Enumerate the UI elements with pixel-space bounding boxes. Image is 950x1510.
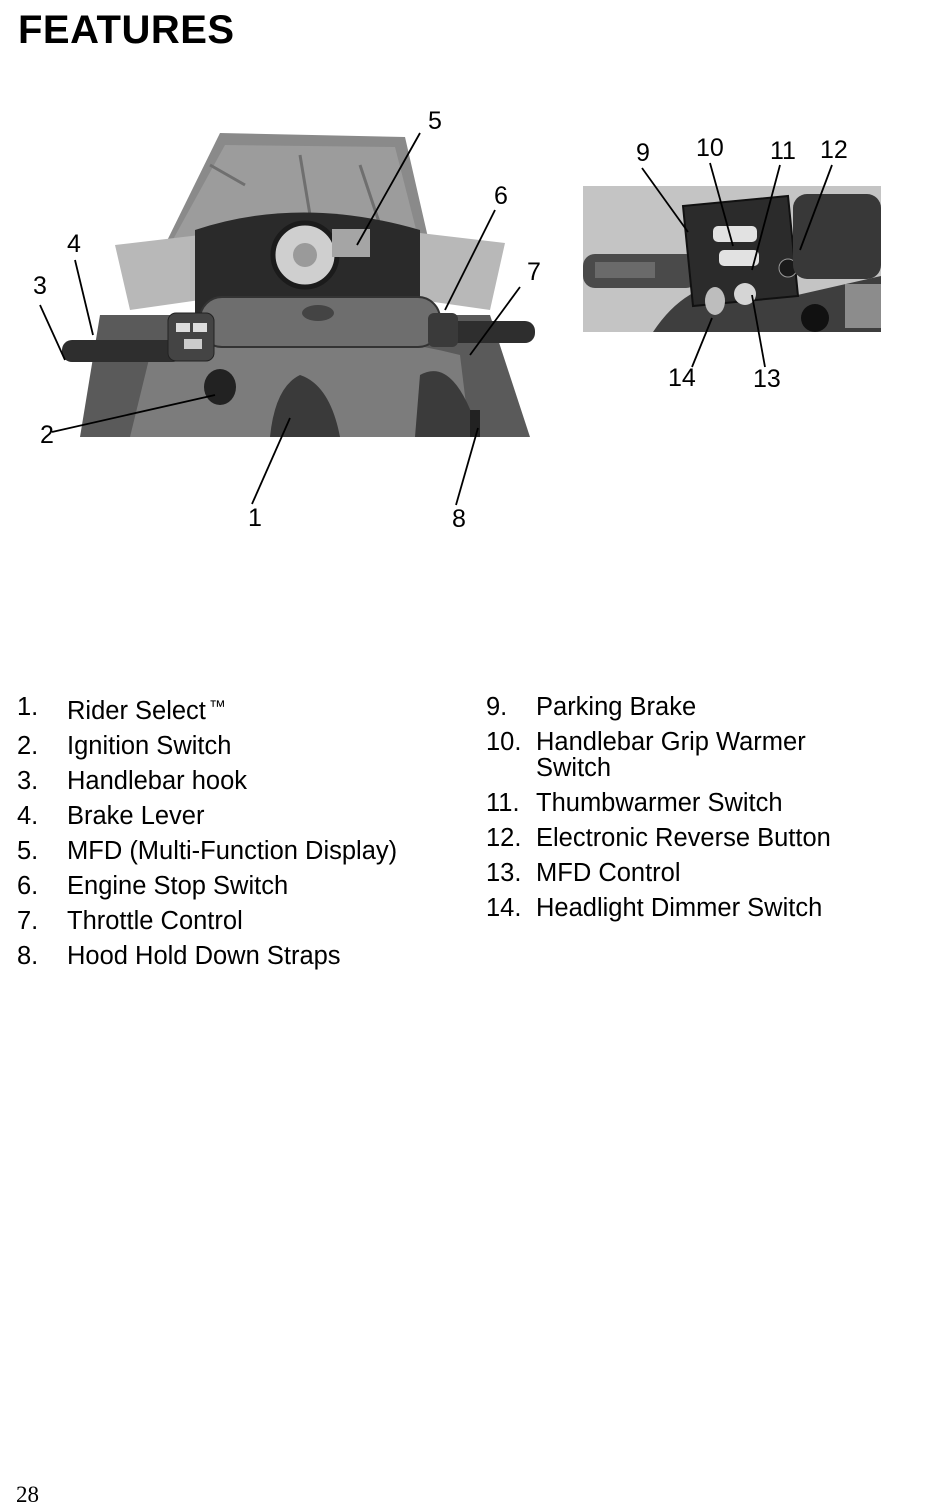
callout-10: 10 [696,134,724,162]
page-number: 28 [16,1482,39,1507]
callout-1: 1 [248,504,262,532]
item-label: Parking Brake [536,693,697,721]
item-label: Brake Lever [67,802,205,830]
item-label: Throttle Control [67,907,243,935]
item-label: Engine Stop Switch [67,872,289,900]
callout-13: 13 [753,365,781,393]
page-title: FEATURES [18,8,235,52]
features-list-right [486,694,886,930]
callout-8: 8 [452,505,466,533]
trademark-mark: ™ [208,697,226,716]
item-number: 6. [17,872,39,900]
item-label: Headlight Dimmer Switch [536,894,823,922]
item-label: Handlebar hook [67,767,248,795]
item-number: 7. [17,907,39,935]
item-number: 3. [17,767,39,795]
callout-7: 7 [527,258,541,286]
control-detail-photo [583,186,881,332]
item-label: Rider Select [67,697,206,725]
list-item [486,790,886,816]
item-number: 2. [17,732,39,760]
list-item [486,895,886,921]
list-item [17,733,467,759]
list-item [17,694,467,724]
callout-4: 4 [67,230,81,258]
item-label: Handlebar Grip Warmer Switch [536,728,806,782]
item-number: 4. [17,802,39,830]
list-item [17,873,467,899]
list-item [486,825,886,851]
item-label: Electronic Reverse Button [536,824,831,852]
cockpit-photo [60,125,535,437]
item-label: MFD (Multi-Function Display) [67,837,398,865]
list-item [17,768,467,794]
item-label: Ignition Switch [67,732,232,760]
callout-5: 5 [428,107,442,135]
item-number: 13. [486,859,522,887]
callout-14: 14 [668,364,696,392]
callout-6: 6 [494,182,508,210]
item-number: 8. [17,942,39,970]
list-item [486,729,856,781]
list-item [486,860,886,886]
callout-2: 2 [40,421,54,449]
item-label: Hood Hold Down Straps [67,942,341,970]
item-number: 1. [17,693,39,721]
item-number: 12. [486,824,522,852]
callout-9: 9 [636,139,650,167]
callout-12: 12 [820,136,848,164]
item-number: 11. [486,789,520,817]
list-item [486,694,886,720]
item-number: 5. [17,837,39,865]
item-number: 10. [486,728,522,756]
item-number: 14. [486,894,522,922]
list-item [17,803,467,829]
item-number: 9. [486,693,508,721]
list-item [17,908,467,934]
item-label: Thumbwarmer Switch [536,789,783,817]
item-label: MFD Control [536,859,681,887]
list-item [17,943,467,969]
callout-11: 11 [770,137,796,165]
list-item [17,838,467,864]
features-list-left [17,694,467,978]
callout-3: 3 [33,272,47,300]
